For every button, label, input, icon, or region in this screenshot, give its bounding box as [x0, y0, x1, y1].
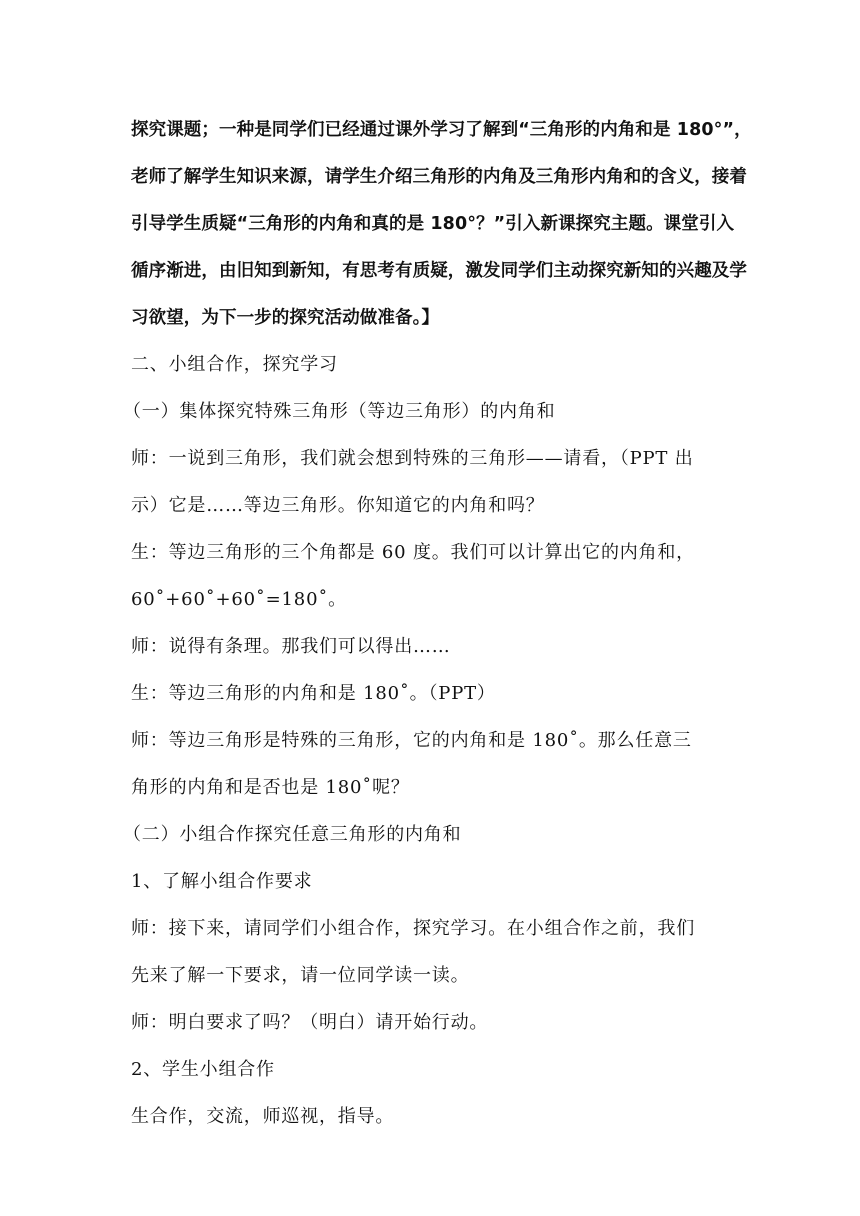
dialogue-line: 师：等边三角形是特殊的三角形，它的内角和是 180˚。那么任意三	[131, 730, 692, 751]
bold-paragraph-line: 引导学生质疑“三角形的内角和真的是 180°？”引入新课探究主题。课堂引入	[131, 214, 735, 234]
subsection-heading: （二）小组合作探究任意三角形的内角和	[123, 824, 462, 845]
subsection-heading: （一）集体探究特殊三角形（等边三角形）的内角和	[123, 401, 556, 422]
dialogue-line: 生：等边三角形的三个角都是 60 度。我们可以计算出它的内角和，	[131, 542, 695, 563]
dialogue-line: 师：接下来，请同学们小组合作，探究学习。在小组合作之前，我们	[131, 918, 695, 939]
bold-paragraph-line: 探究课题；一种是同学们已经通过课外学习了解到“三角形的内角和是 180°”，	[131, 120, 752, 140]
document-body	[123, 113, 752, 1147]
dialogue-line: 先来了解一下要求，请一位同学读一读。	[131, 965, 470, 986]
dialogue-line: 师：一说到三角形，我们就会想到特殊的三角形——请看，（PPT 出	[131, 448, 694, 469]
bold-paragraph-line: 习欲望，为下一步的探究活动做准备。】	[131, 308, 440, 328]
dialogue-line: 师：说得有条理。那我们可以得出……	[131, 636, 451, 657]
bold-paragraph-line: 循序渐进，由旧知到新知，有思考有质疑，激发同学们主动探究新知的兴趣及学	[131, 261, 747, 281]
dialogue-line: 角形的内角和是否也是 180˚呢？	[131, 777, 410, 798]
section-heading: 二、小组合作，探究学习	[131, 354, 338, 375]
step-heading: 2、学生小组合作	[131, 1059, 275, 1080]
dialogue-line: 示）它是……等边三角形。你知道它的内角和吗？	[131, 495, 545, 516]
dialogue-line: 生合作，交流，师巡视，指导。	[131, 1106, 395, 1127]
dialogue-line: 生：等边三角形的内角和是 180˚。（PPT）	[131, 683, 496, 704]
dialogue-line: 师：明白要求了吗？（明白）请开始行动。	[131, 1012, 489, 1033]
equation-line: 60˚+60˚+60˚=180˚。	[131, 589, 347, 610]
step-heading: 1、了解小组合作要求	[131, 871, 313, 892]
bold-paragraph-line: 老师了解学生知识来源，请学生介绍三角形的内角及三角形内角和的含义，接着	[131, 167, 747, 187]
